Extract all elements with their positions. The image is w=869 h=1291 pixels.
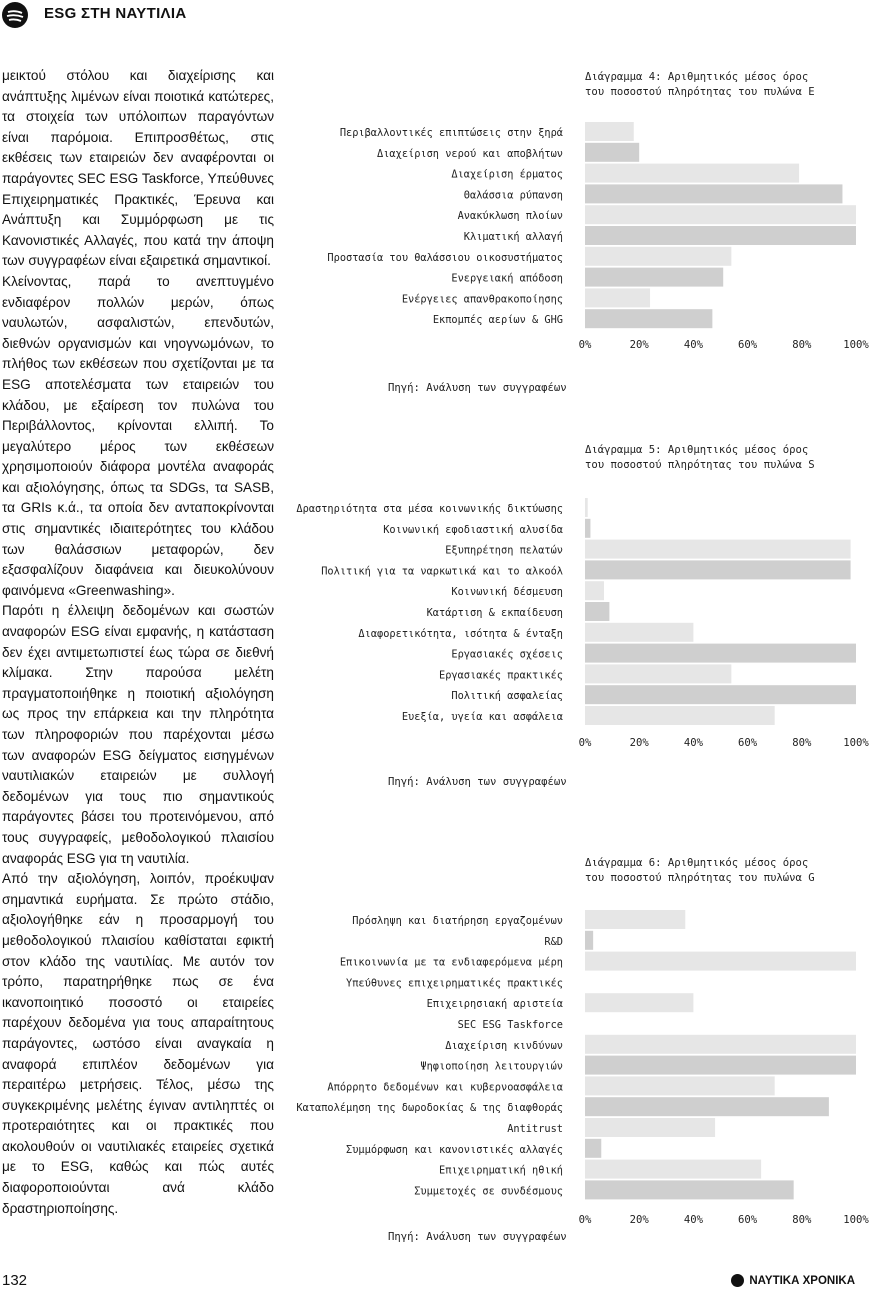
x-tick-label: 20% xyxy=(629,339,649,351)
bar xyxy=(585,498,588,517)
bar xyxy=(585,910,685,929)
brand-logo-icon xyxy=(731,1274,744,1287)
page-number: 132 xyxy=(2,1272,28,1289)
chart-6-governance xyxy=(0,906,869,1231)
bar xyxy=(585,644,856,663)
x-tick-label: 40% xyxy=(683,737,703,749)
brand-name: ΝΑΥΤΙΚΑ ΧΡΟΝΙΚΑ xyxy=(749,1274,855,1287)
category-label: Ενέργειες απανθρακοποίησης xyxy=(401,293,563,306)
category-label: Περιβαλλοντικές επιπτώσεις στην ξηρά xyxy=(339,127,563,139)
category-label: Πρόσληψη και διατήρηση εργαζομένων xyxy=(352,915,563,927)
bar xyxy=(585,560,851,579)
bar xyxy=(585,685,856,704)
bar xyxy=(585,540,851,559)
bar xyxy=(585,164,799,183)
x-tick-label: 0% xyxy=(578,1214,592,1226)
bar xyxy=(585,581,604,600)
x-tick-label: 80% xyxy=(792,1214,812,1226)
bar xyxy=(585,226,856,245)
chart-title-line: του ποσοστού πληρότητας του πυλώνα E xyxy=(585,86,815,98)
chart-4-title xyxy=(585,70,855,100)
x-tick-label: 20% xyxy=(629,1214,649,1226)
x-tick-label: 100% xyxy=(843,1214,869,1226)
x-tick-label: 20% xyxy=(629,737,649,749)
category-label: Ψηφιοποίηση λειτουργιών xyxy=(420,1060,563,1073)
bar xyxy=(585,1097,829,1116)
category-label: Απόρρητο δεδομένων και κυβερνοασφάλεια xyxy=(327,1081,563,1094)
footer-brand xyxy=(731,1274,855,1287)
bar xyxy=(585,288,650,307)
bar xyxy=(585,122,634,141)
bar xyxy=(585,205,856,224)
bar xyxy=(585,706,775,725)
category-label: Ευεξία, υγεία και ασφάλεια xyxy=(401,711,563,723)
chart-title-line: του ποσοστού πληρότητας του πυλώνα S xyxy=(585,459,815,471)
bar xyxy=(585,1139,601,1158)
x-tick-label: 100% xyxy=(843,737,869,749)
bar xyxy=(585,519,590,538)
chart-6-source: Πηγή: Ανάλυση των συγγραφέων xyxy=(388,1231,567,1243)
chart-5-social xyxy=(0,494,869,759)
bar xyxy=(585,602,609,621)
category-label: Συμμετοχές σε συνδέσμους xyxy=(414,1185,563,1198)
category-label: Πολιτική ασφαλείας xyxy=(451,690,563,703)
body-paragraph: Από την αξιολόγηση, λοιπόν, προέκυψαν σημαντικά ευρήματα. Σε πρώτο στάδιο, αξιολογήθηκε εάν η προσαρμογή του μεθοδολογικού πλαισίου καθίσταται εφικτή στον κλάδο της ναυτιλίας. Με αυτόν τον τρόπο, παρατηρήθηκε πως σε ένα ικανοποιητικό ποσοστό οι εταιρείες παρέχουν δεδομένα για τους απαραίτητους παράγοντες, ωστόσο είναι αναγκαία η αναφορά επιπλέον δεδομένων για περαιτέρω μετρήσεις. Τέλος, μέσω της συγκεκριμένης μελέτης έγιναν αντιληπτές οι προτεραιότητες και οι πρακτικές που ακολουθούν οι ναυτιλιακές εταιρείες σχετικά με το ESG, καθώς και πώς αυτές διαφοροποιούνται ανά κλάδο δραστηριοποίησης. xyxy=(2,871,274,1216)
section-header-title: ESG ΣΤΗ ΝΑΥΤΙΛΙΑ xyxy=(44,5,187,22)
bar xyxy=(585,143,639,162)
bar xyxy=(585,1180,794,1199)
x-tick-label: 0% xyxy=(578,339,592,351)
chart-title-line: του ποσοστού πληρότητας του πυλώνα G xyxy=(585,872,815,884)
category-label: Θαλάσσια ρύπανση xyxy=(463,189,563,202)
category-label: Συμμόρφωση και κανονιστικές αλλαγές xyxy=(346,1143,563,1156)
category-label: Εξυπηρέτηση πελατών xyxy=(445,544,563,557)
chart-6-title xyxy=(585,856,855,886)
chart-title-line: Διάγραμμα 4: Αριθμητικός μέσος όρος xyxy=(585,71,809,83)
category-label: Επικοινωνία με τα ενδιαφερόμενα μέρη xyxy=(339,956,563,969)
x-tick-label: 80% xyxy=(792,737,812,749)
chart-title-line: Διάγραμμα 6: Αριθμητικός μέσος όρος xyxy=(585,857,809,869)
category-label: Διαχείριση έρματος xyxy=(451,168,563,181)
category-label: Υπεύθυνες επιχειρηματικές πρακτικές xyxy=(346,977,563,990)
x-tick-label: 60% xyxy=(738,737,758,749)
x-tick-label: 40% xyxy=(683,339,703,351)
category-label: Κοινωνική δέσμευση xyxy=(451,586,563,599)
x-tick-label: 80% xyxy=(792,339,812,351)
x-tick-label: 60% xyxy=(738,1214,758,1226)
body-paragraph: Παρότι η έλλειψη δεδομένων και σωστών αναφορών ESG είναι εμφανής, η κατάσταση δεν έχει αντιμετωπιστεί έως τώρα σε διεθνή κλίμακα. Στην παρούσα μελέτη πραγματοποιήθηκε η ποιοτική αξιολόγηση ως προς την επάρκεια και την πληρότητα των πληροφοριών που παρέχονται μέσω των αναφορών ESG δείγματος εισηγμένων ναυτιλιακών εταιρειών με συλλογή δεδομένων για τους πιο σημαντικούς παράγοντες βάσει του προτεινόμενου, από τους συγγραφείς, μεθοδολογικού πλαισίου αναφοράς ESG για τη ναυτιλία. xyxy=(2,603,274,866)
category-label: Κοινωνική εφοδιαστική αλυσίδα xyxy=(383,523,563,536)
category-label: Κατάρτιση & εκπαίδευση xyxy=(426,607,563,619)
category-label: Καταπολέμηση της δωροδοκίας & της διαφθοράς xyxy=(296,1102,563,1115)
category-label: Δραστηριότητα στα μέσα κοινωνικής δικτύωσης xyxy=(296,503,563,515)
bar xyxy=(585,268,723,287)
category-label: Εργασιακές σχέσεις xyxy=(451,648,563,661)
category-label: Ενεργειακή απόδοση xyxy=(451,272,563,285)
category-label: Εργασιακές πρακτικές xyxy=(439,669,563,682)
magazine-logo-icon xyxy=(2,2,28,28)
category-label: Πολιτική για τα ναρκωτικά και το αλκοόλ xyxy=(321,565,563,578)
bar xyxy=(585,1118,715,1137)
category-label: Κλιματική αλλαγή xyxy=(463,231,563,243)
body-paragraph: Κλείνοντας, παρά το ανεπτυγμένο ενδιαφέρον πολλών μερών, όπως ναυλωτών, ασφαλιστών, επενδυτών, διεθνών οργανισμών και νηογνωμόνων, το πλήθος των εκθέσεων που σχετίζονται με τα ESG αποτελέσματα των εταιρειών του κλάδου, με εξαίρεση τον πυλώνα του Περιβάλλοντος, κρίνονται ελλιπή. Το μεγαλύτερο μέρος των εκθέσεων χρησιμοποιούν διάφορα μοντέλα αναφοράς και αξιολόγησης, όπως τα SDGs, τα SASB, τα GRIs κ.ά., τα οποία δεν ανταποκρίνονται στις σημαντικές ιδιαιτερότητες του κλάδου των θαλάσσιων μεταφορών, δεν εξασφαλίζουν διαφάνεια και διευκολύνουν φαινόμενα «Greenwashing». xyxy=(2,273,274,598)
category-label: Προστασία του θαλάσσιου οικοσυστήματος xyxy=(327,251,563,264)
bar xyxy=(585,1056,856,1075)
category-label: Διαχείριση νερού και αποβλήτων xyxy=(377,147,563,160)
body-paragraph: μεικτού στόλου και διαχείρισης και ανάπτυξης λιμένων είναι ποιοτικά κατώτερες, τα στοιχεία των υπόλοιπων παραγόντων είναι παρόμοια. Επιπροσθέτως, στις εκθέσεις των εταιρειών δεν αναφέρονται οι παράγοντες SEC ESG Taskforce, Υπεύθυνες Επιχειρηματικές Πρακτικές, Έρευνα και Ανάπτυξη και Συμμόρφωση με τις Κανονιστικές Αλλαγές, που κατά την άποψη των συγγραφέων είναι εξαιρετικά σημαντικοί. xyxy=(2,68,274,269)
chart-5-title xyxy=(585,443,855,473)
category-label: Διαχείριση κινδύνων xyxy=(445,1039,563,1052)
bar xyxy=(585,184,842,203)
chart-5-source: Πηγή: Ανάλυση των συγγραφέων xyxy=(388,776,567,788)
category-label: SEC ESG Taskforce xyxy=(457,1019,563,1031)
category-label: Διαφορετικότητα, ισότητα & ένταξη xyxy=(358,627,563,640)
chart-4-source: Πηγή: Ανάλυση των συγγραφέων xyxy=(388,382,567,394)
bar xyxy=(585,623,693,642)
x-tick-label: 40% xyxy=(683,1214,703,1226)
category-label: Επιχειρησιακή αριστεία xyxy=(426,998,563,1011)
chart-4-environment xyxy=(0,118,869,363)
x-tick-label: 0% xyxy=(578,737,592,749)
bar xyxy=(585,931,593,950)
chart-title-line: Διάγραμμα 5: Αριθμητικός μέσος όρος xyxy=(585,444,809,456)
x-tick-label: 100% xyxy=(843,339,869,351)
bar xyxy=(585,664,731,683)
category-label: Εκπομπές αερίων & GHG xyxy=(432,314,563,327)
category-label: R&D xyxy=(544,935,563,948)
category-label: Antitrust xyxy=(507,1123,563,1135)
bar xyxy=(585,247,731,266)
category-label: Ανακύκλωση πλοίων xyxy=(457,210,563,223)
bar xyxy=(585,952,856,971)
bar xyxy=(585,1035,856,1054)
x-tick-label: 60% xyxy=(738,339,758,351)
category-label: Επιχειρηματική ηθική xyxy=(439,1164,563,1177)
bar xyxy=(585,993,693,1012)
bar xyxy=(585,1160,761,1179)
bar xyxy=(585,309,712,328)
bar xyxy=(585,1076,775,1095)
